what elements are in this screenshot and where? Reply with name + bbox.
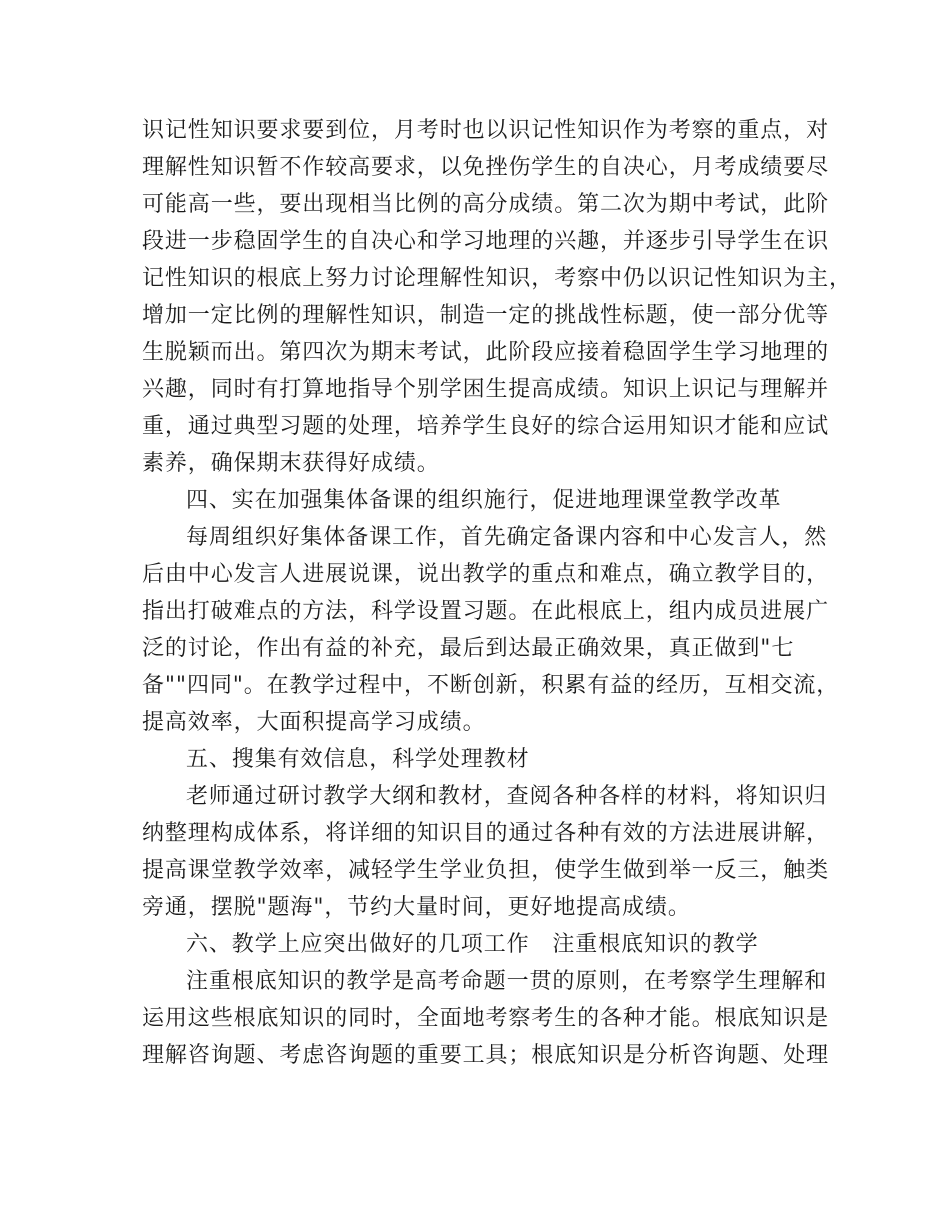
text-line: 五、搜集有效信息，科学处理教材 — [186, 747, 530, 772]
text-line: 每周组织好集体备课工作，首先确定备课内容和中心发言人，然 — [186, 525, 828, 550]
text-line: 段进一步稳固学生的自决心和学习地理的兴趣，并逐步引导学生在识 — [142, 229, 830, 254]
text-line: 识记性知识要求要到位，月考时也以识记性知识作为考察的重点，对 — [142, 118, 830, 143]
text-line: 增加一定比例的理解性知识，制造一定的挑战性标题，使一部分优等 — [142, 303, 830, 328]
text-line: 理解性知识暂不作较高要求，以免挫伤学生的自决心，月考成绩要尽 — [142, 155, 830, 180]
text-line: 可能高一些，要出现相当比例的高分成绩。第二次为期中考试，此阶 — [142, 192, 830, 217]
text-line: 运用这些根底知识的同时，全面地考察考生的各种才能。根底知识是 — [142, 1006, 830, 1031]
text-line: 指出打破难点的方法，科学设置习题。在此根底上，组内成员进展广 — [142, 599, 830, 624]
text-line: 兴趣，同时有打算地指导个别学困生提高成绩。知识上识记与理解并 — [142, 377, 830, 402]
text-line: 素养，确保期末获得好成绩。 — [142, 451, 440, 476]
text-line: 泛的讨论，作出有益的补充，最后到达最正确效果，真正做到"七 — [142, 636, 795, 661]
text-line: 旁通，摆脱"题海"，节约大量时间，更好地提高成绩。 — [142, 895, 691, 920]
text-line: 提高课堂教学效率，减轻学生学业负担，使学生做到举一反三，触类 — [142, 858, 830, 883]
text-line: 理解咨询题、考虑咨询题的重要工具；根底知识是分析咨询题、处理 — [142, 1043, 830, 1068]
text-line: 备""四同"。在教学过程中，不断创新，积累有益的经历，互相交流， — [142, 673, 840, 698]
text-line: 重，通过典型习题的处理，培养学生良好的综合运用知识才能和应试 — [142, 414, 830, 439]
text-line: 注重根底知识的教学是高考命题一贯的原则，在考察学生理解和 — [186, 969, 828, 994]
body-text — [142, 112, 852, 1074]
text-line: 六、教学上应突出做好的几项工作 注重根底知识的教学 — [186, 932, 759, 957]
text-line: 四、实在加强集体备课的组织施行，促进地理课堂教学改革 — [186, 488, 782, 513]
text-line: 记性知识的根底上努力讨论理解性知识，考察中仍以识记性知识为主， — [142, 266, 852, 291]
text-line: 老师通过研讨教学大纲和教材，查阅各种各样的材料，将知识归 — [186, 784, 828, 809]
text-line: 纳整理构成体系，将详细的知识目的通过各种有效的方法进展讲解， — [142, 821, 830, 846]
text-line: 后由中心发言人进展说课，说出教学的重点和难点，确立教学目的， — [142, 562, 830, 587]
text-line: 提高效率，大面积提高学习成绩。 — [142, 710, 486, 735]
text-line: 生脱颖而出。第四次为期末考试，此阶段应接着稳固学生学习地理的 — [142, 340, 830, 365]
